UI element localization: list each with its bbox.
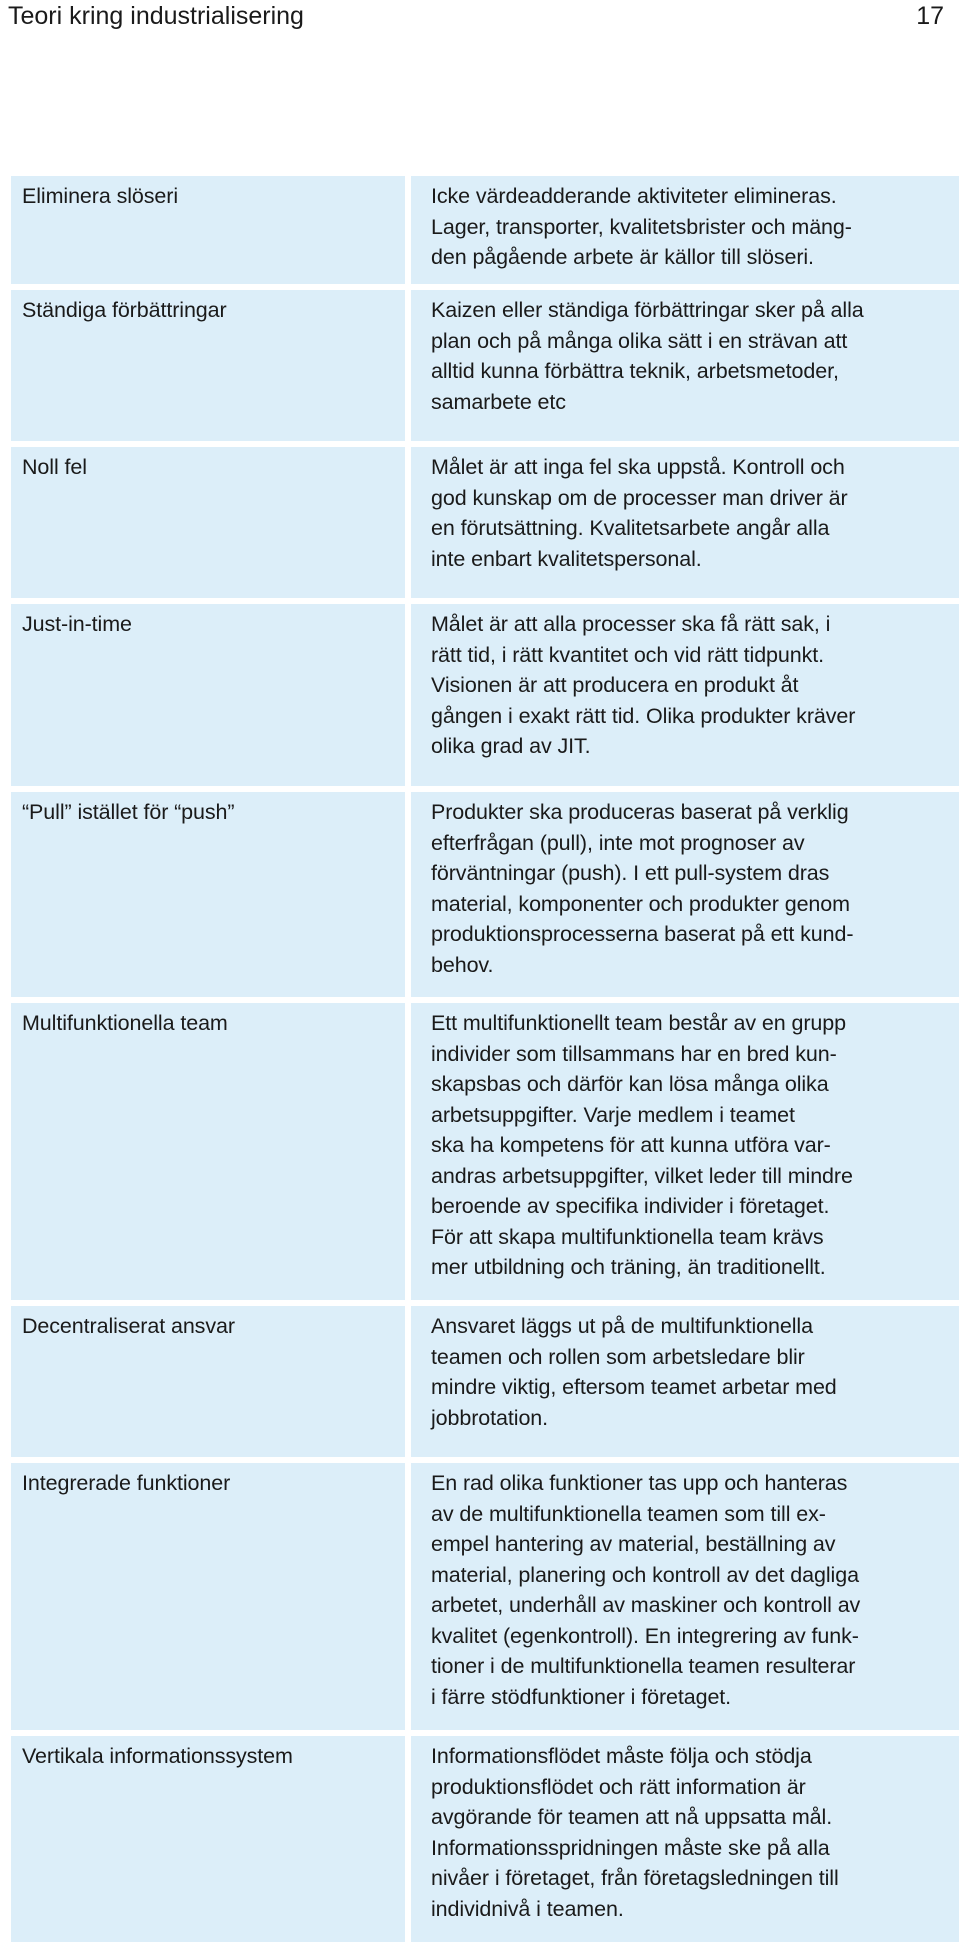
term-cell — [11, 290, 405, 441]
description-line: arbetsuppgifter. Varje medlem i teamet — [431, 1102, 795, 1127]
description-line: Ansvaret läggs ut på de multifunktionella — [431, 1314, 813, 1338]
description-line: teamen och rollen som arbetsledare blir — [431, 1344, 805, 1369]
description-line: skapsbas och därför kan lösa många olika — [431, 1072, 829, 1096]
term-cell — [11, 447, 405, 598]
description-line: förväntningar (push). I ett pull-system dras — [431, 861, 830, 885]
description-cell — [411, 1003, 959, 1300]
term-cell — [11, 176, 405, 284]
description-line: mer utbildning och träning, än traditionellt. — [431, 1255, 826, 1279]
description-line: empel hantering av material, beställning av — [431, 1532, 836, 1556]
term-label: “Pull” istället för “push” — [22, 800, 235, 824]
description-line: produktionsflödet och rätt information är — [431, 1774, 806, 1799]
term-cell — [11, 1306, 405, 1457]
description-line: nivåer i företaget, från företagsledningen till — [431, 1866, 839, 1890]
description-line: Icke värdeadderande aktiviteter elimineras. — [431, 184, 837, 208]
description-line: individnivå i teamen. — [431, 1896, 624, 1921]
term-cell — [11, 1736, 405, 1942]
description-line: produktionsprocesserna baserat på ett kund- — [431, 922, 854, 946]
description-line: en förutsättning. Kvalitetsarbete angår alla — [431, 516, 830, 540]
description-line: En rad olika funktioner tas upp och hanteras — [431, 1471, 848, 1495]
description-line: Målet är att alla processer ska få rätt sak, i — [431, 612, 831, 636]
running-title: Teori kring industrialisering — [8, 2, 304, 30]
description-line: För att skapa multifunktionella team krävs — [431, 1224, 824, 1249]
principles-table — [11, 176, 959, 1942]
description-line: gången i exakt rätt tid. Olika produkter kräver — [431, 703, 856, 728]
description-line: andras arbetsuppgifter, vilket leder till mindre — [431, 1163, 853, 1188]
term-cell — [11, 792, 405, 997]
term-cell — [11, 604, 405, 786]
term-cell — [11, 1003, 405, 1300]
term-label: Ständiga förbättringar — [22, 298, 227, 322]
description-line: olika grad av JIT. — [431, 734, 591, 758]
description-cell — [411, 290, 959, 441]
term-label: Noll fel — [22, 455, 87, 479]
description-line: den pågående arbete är källor till slöseri. — [431, 245, 814, 269]
description-line: arbetet, underhåll av maskiner och kontroll av — [431, 1593, 861, 1617]
description-cell — [411, 604, 959, 786]
term-cell — [11, 1463, 405, 1730]
term-label: Eliminera slöseri — [22, 184, 179, 208]
description-line: samarbete etc — [431, 389, 566, 414]
description-line: mindre viktig, eftersom teamet arbetar med — [431, 1375, 837, 1399]
description-line: Lager, transporter, kvalitetsbrister och mäng- — [431, 214, 852, 239]
term-label: Vertikala informationssystem — [22, 1744, 293, 1768]
description-line: Informationsflödet måste följa och stödja — [431, 1744, 812, 1768]
description-line: Informationsspridningen måste ske på alla — [431, 1835, 830, 1860]
description-line: i färre stödfunktioner i företaget. — [431, 1684, 732, 1709]
description-cell — [411, 176, 959, 284]
description-line: behov. — [431, 952, 494, 977]
description-line: individer som tillsammans har en bred kun- — [431, 1041, 837, 1066]
term-label: Integrerade funktioner — [22, 1471, 231, 1495]
description-line: Målet är att inga fel ska uppstå. Kontroll och — [431, 455, 845, 479]
description-line: tioner i de multifunktionella teamen resulterar — [431, 1654, 856, 1678]
description-line: alltid kunna förbättra teknik, arbetsmetoder, — [431, 359, 839, 383]
description-cell — [411, 792, 959, 997]
description-line: material, komponenter och produkter genom — [431, 891, 850, 916]
description-cell — [411, 1306, 959, 1457]
description-cell — [411, 1736, 959, 1942]
description-line: material, planering och kontroll av det dagliga — [431, 1562, 859, 1587]
description-line: god kunskap om de processer man driver är — [431, 485, 848, 510]
description-line: avgörande för teamen att nå uppsatta mål. — [431, 1805, 833, 1829]
page-header — [10, 0, 950, 34]
description-line: kvalitet (egenkontroll). En integrering av funk- — [431, 1623, 859, 1648]
page-number: 17 — [916, 2, 944, 30]
description-line: jobbrotation. — [431, 1405, 549, 1430]
description-line: plan och på många olika sätt i en strävan att — [431, 328, 848, 353]
description-line: inte enbart kvalitetspersonal. — [431, 546, 702, 571]
term-label: Just-in-time — [22, 612, 132, 636]
description-line: Produkter ska produceras baserat på verklig — [431, 800, 849, 824]
description-line: Visionen är att producera en produkt åt — [431, 673, 799, 697]
term-label: Decentraliserat ansvar — [22, 1314, 235, 1338]
description-line: Ett multifunktionellt team består av en grupp — [431, 1011, 846, 1035]
description-cell — [411, 447, 959, 598]
description-line: Kaizen eller ständiga förbättringar sker på alla — [431, 298, 864, 322]
description-line: rätt tid, i rätt kvantitet och vid rätt tidpunkt. — [431, 642, 825, 667]
description-line: ska ha kompetens för att kunna utföra var- — [431, 1133, 831, 1157]
description-line: efterfrågan (pull), inte mot prognoser av — [431, 830, 805, 855]
term-label: Multifunktionella team — [22, 1011, 228, 1035]
description-line: beroende av specifika individer i företaget. — [431, 1194, 830, 1218]
description-line: av de multifunktionella teamen som till ex- — [431, 1501, 826, 1526]
description-cell — [411, 1463, 959, 1730]
